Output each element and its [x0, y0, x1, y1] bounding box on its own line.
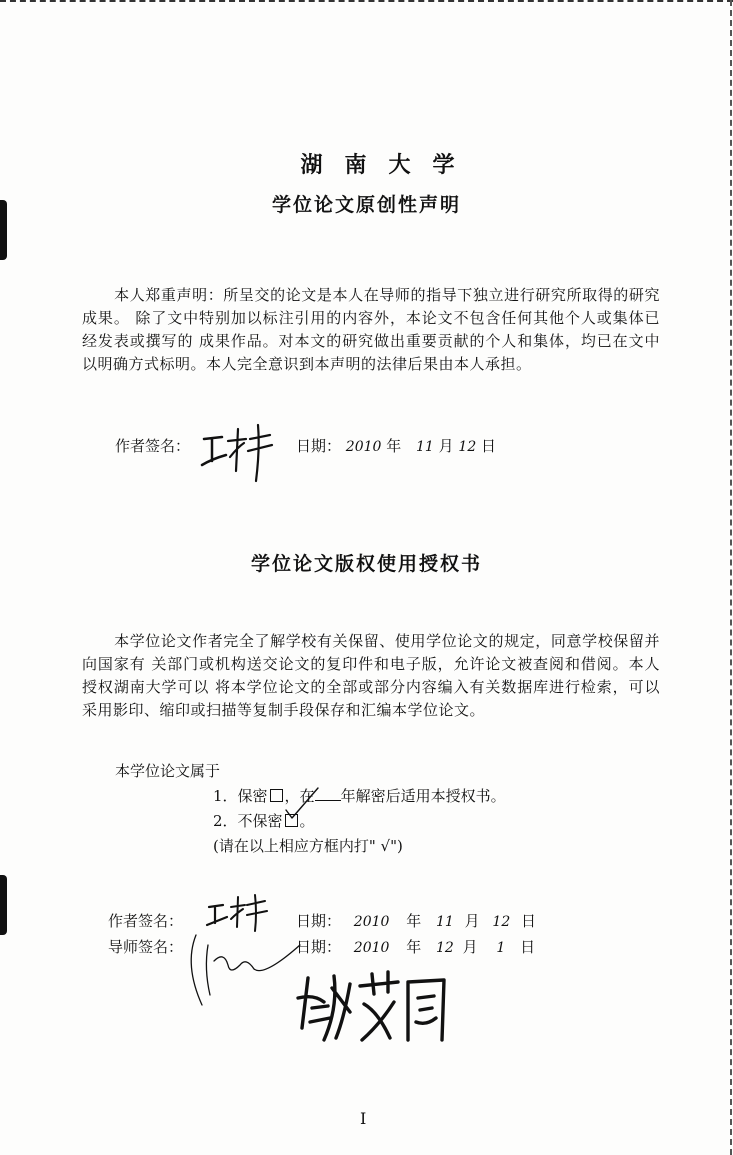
option1-prefix: 1．保密: [213, 787, 268, 805]
option-confidential: [213, 785, 506, 806]
date-month: 11: [436, 914, 454, 930]
author-signature-1: [198, 415, 278, 485]
date-label: 日期：: [296, 437, 342, 455]
option2-suffix: 。: [299, 812, 315, 830]
supervisor-signature-label: 导师签名：: [108, 938, 184, 956]
originality-paragraph: [82, 284, 660, 376]
supervisor-date: [296, 936, 535, 957]
author-signature-label: 作者签名：: [115, 437, 191, 455]
date-day: 12: [492, 914, 511, 930]
originality-title: 学位论文原创性声明: [271, 194, 461, 216]
day-unit: 日: [521, 912, 537, 930]
option1-suffix: 年解密后适用本授权书。: [340, 787, 506, 805]
date-month: 11: [416, 439, 434, 455]
option1-middle: ，在: [284, 787, 315, 805]
scan-top-edge: [0, 0, 733, 4]
date-day: 12: [458, 439, 477, 455]
thesis-category-label: 本学位论文属于: [115, 762, 221, 780]
year-unit: 年: [406, 912, 422, 930]
author-signature-label-2: 作者签名：: [108, 912, 184, 930]
originality-text: 本人郑重声明：所呈交的论文是本人在导师的指导下独立进行研究所取得的研究成果。 除了文中特别加以标注引用的内容外，本论文不包含任何其他个人或集体已经发表或撰写的 成果作品。对本文的研究做出重要贡献的个人和集体，均已在文中以明确方式标明。本人完全意识到本声明的法律后果由本人承担。: [82, 286, 660, 373]
option2-prefix: 2．不保密: [213, 812, 283, 830]
supervisor-signature: [294, 968, 454, 1048]
copyright-text: 本学位论文作者完全了解学校有关保留、使用学位论文的规定，同意学校保留并向国家有 关部门或机构送交论文的复印件和电子版，允许论文被查阅和借阅。本人授权湖南大学可以 将本学位论文的全部或部分内容编入有关数据库进行检索，可以采用影印、缩印或扫描等复制手段保存和汇编本学位论文。: [82, 632, 660, 719]
date-label: 日期：: [296, 938, 342, 956]
date-month: 12: [436, 940, 454, 956]
copyright-paragraph: [82, 630, 660, 722]
month-unit: 月: [438, 437, 454, 455]
day-unit: 日: [481, 437, 497, 455]
page-number: I: [360, 1109, 367, 1128]
author-date: [296, 910, 536, 931]
scan-edge-blot: [0, 875, 7, 935]
year-unit: 年: [386, 437, 402, 455]
date-year: 2010: [353, 914, 390, 930]
date-year: 2010: [353, 940, 390, 956]
date-label: 日期：: [296, 912, 342, 930]
confidential-checkbox[interactable]: [270, 789, 283, 802]
day-unit: 日: [520, 938, 536, 956]
instruction-note: (请在以上相应方框内打" √"): [213, 837, 403, 855]
date-day: 1: [496, 940, 506, 956]
copyright-title: 学位论文版权使用授权书: [250, 553, 482, 575]
checkmark-icon: [282, 786, 322, 822]
university-name: 湖南大学: [300, 153, 477, 178]
year-unit: 年: [406, 938, 422, 956]
originality-date: [296, 435, 496, 456]
date-year: 2010: [345, 439, 382, 455]
month-unit: 月: [462, 938, 478, 956]
month-unit: 月: [464, 912, 480, 930]
